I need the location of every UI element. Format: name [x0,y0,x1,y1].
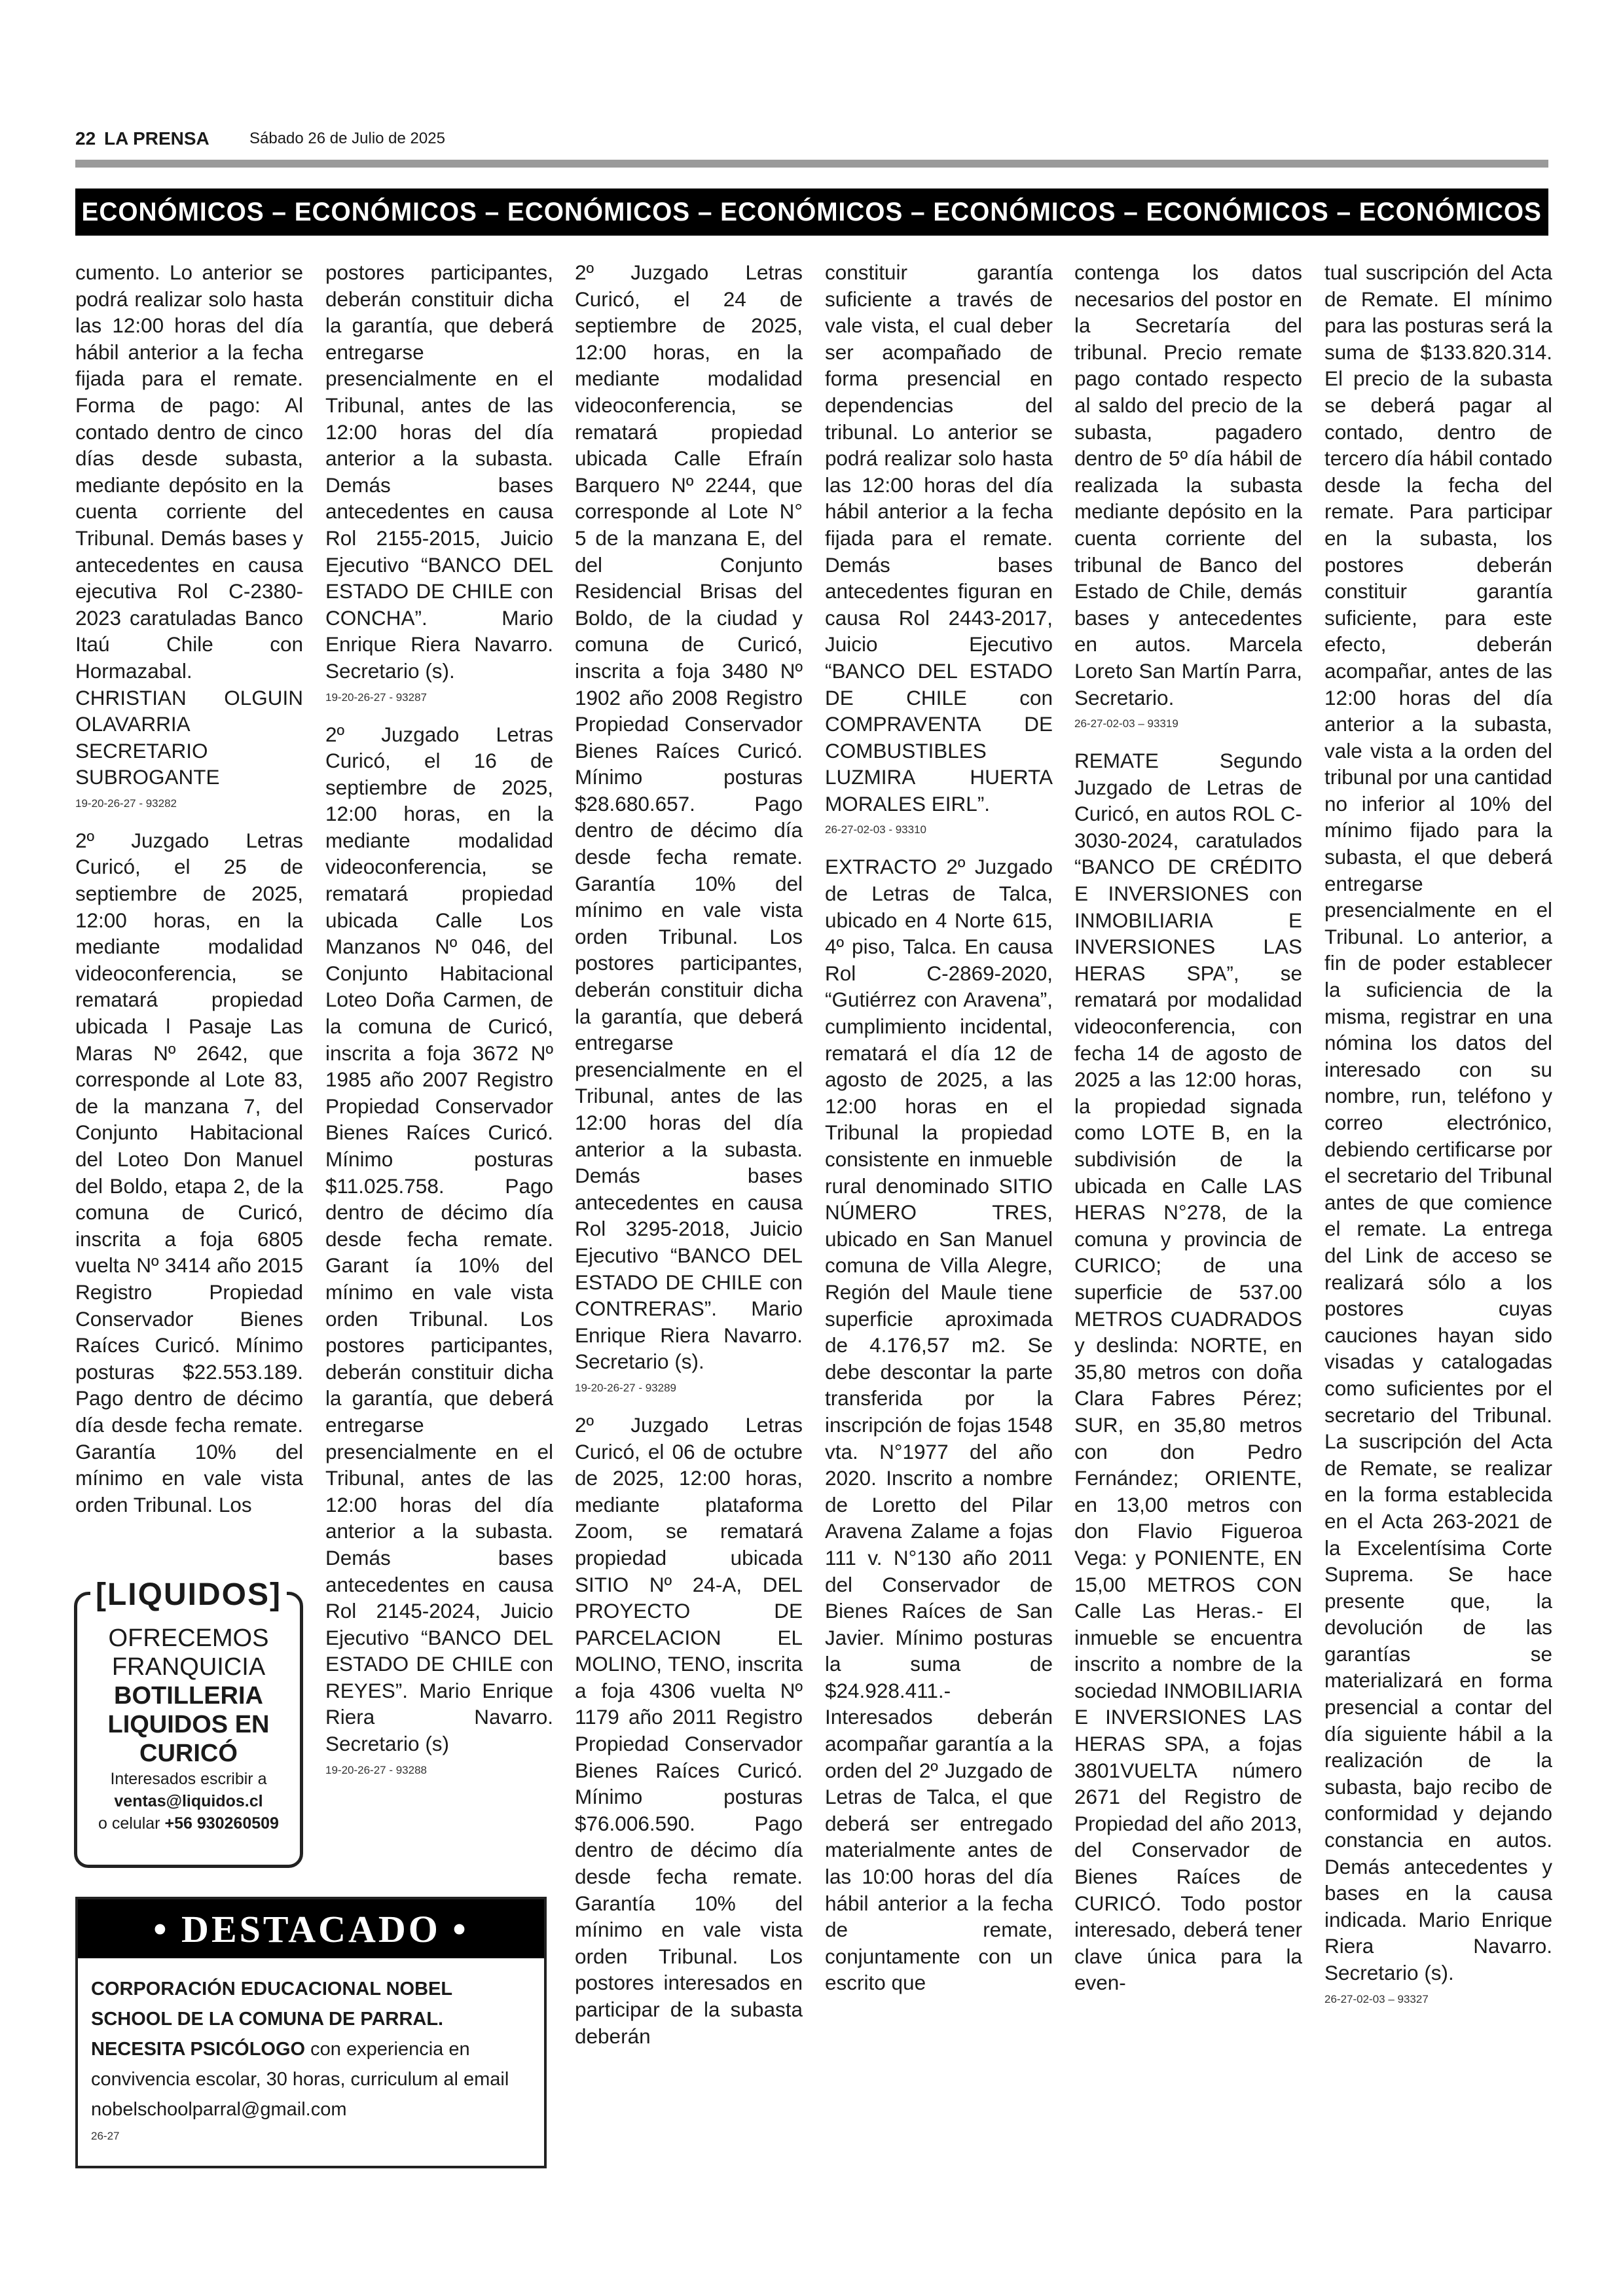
section-banner [75,188,1548,236]
page-number: 22 [75,128,96,149]
section-banner-text: ECONÓMICOS – ECONÓMICOS – ECONÓMICOS – ECONÓMICOS – ECONÓMICOS – ECONÓMICOS – ECONÓMICOS [81,197,1542,226]
ad-line: BOTILLERIA [114,1682,263,1710]
column-3 [575,259,803,2049]
notice-ref: 26-27-02-03 – 93319 [1074,717,1178,730]
notice-text: tual suscripción del Acta de Remate. El mínimo para las posturas será la suma de $133.820.314. El precio de la subasta se deberá pagar al contado, dentro de tercero día hábil contado desde la fecha del remate. Para participar en la subasta, los postores deberán constituir garantía suficiente, para este efecto, deberán acompañar, antes de las 12:00 horas del día anterior a la subasta, vale vista a la orden del tribunal por una cantidad no inferior al 10% del mínimo fijado para la subasta, el que deberá entregarse presencialmente en el Tribunal. Lo anterior, a fin de poder establecer la suficiencia de la misma, registrar en una nómina los datos del interesado con su nombre, run, teléfono y correo electrónico, debiendo certificarse por el secretario del Tribunal antes de que comience el remate. La entrega del Link de acceso se realizará sólo a los postores cuyas cauciones hayan sido visadas y catalogadas como suficientes por el secretario del Tribunal. La suscripción del Acta de Remate, se realizar en la forma establecida en el Acta 263-2021 de la Excelentísima Corte Suprema. Se hace presente que, la devolución de las garantías se materializará en forma presencial a contar del día siguiente hábil a la realización de la subasta, bajo recibo de conformidad y dejando constancia en autos. Demás antecedentes y bases en la causa indicada. Mario Enrique Riera Navarro. Secretario (s). [1324,260,1552,1984]
notice-ref: 26-27-02-03 - 93310 [825,823,927,836]
page-date: Sábado 26 de Julio de 2025 [249,130,445,147]
destacado-body-text: con experiencia en convivencia escolar, 30 horas, curriculum al email nobelschoolparral@gmail.com [91,2039,509,2120]
notice-text: 2º Juzgado Letras Curicó, el 06 de octubre de 2025, 12:00 horas, mediante plataforma Zoom, se rematará propiedad ubicada SITIO Nº 24-A, DEL PROYECTO DE PARCELACION EL MOLINO, TENO, inscrita a foja 4306 vuelta Nº 1179 año 2011 Registro Propiedad Conservador Bienes Raíces Curicó. Mínimo posturas $76.006.590. Pago dentro de décimo día desde fecha remate. Garantía 10% del mínimo en vale vista orden Tribunal. Los postores interesados en participar de la subasta deberán [575,1412,803,2048]
notice-ref: 19-20-26-27 - 93282 [75,797,177,810]
notice-text: 2º Juzgado Letras Curicó, el 16 de septiembre de 2025, 12:00 horas, en la mediante modalidad videoconferencia, se rematará propiedad ubicada Calle Los Manzanos Nº 046, del Conjunto Habitacional Loteo Doña Carmen, de la comuna de Curicó, inscrita a foja 3672 Nº 1985 año 2007 Registro Propiedad Conservador Bienes Raíces Curicó. Mínimo posturas $11.025.758. Pago dentro de décimo día desde fecha remate. Garant ía 10% del mínimo en vale vista orden Tribunal. Los postores participantes, deberán constituir dicha la garantía, que deberá entregarse presencialmente en el Tribunal, antes de las 12:00 horas del día anterior a la subasta. Demás bases antecedentes en causa Rol 2145-2024, Juicio Ejecutivo “BANCO DEL ESTADO DE CHILE con REYES”. Mario Enrique Riera Navarro. Secretario (s) [325,722,553,1756]
notice-text: EXTRACTO 2º Juzgado de Letras de Talca, ubicado en 4 Norte 615, 4º piso, Talca. En causa Rol C-2869-2020, “Gutiérrez con Aravena”, cumplimiento incidental, rematará el día 12 de agosto de 2025, a las 12:00 horas en el Tribunal la propiedad consistente en inmueble rural denominado SITIO NÚMERO TRES, ubicado en San Manuel comuna de Villa Alegre, Región del Maule tiene superficie aproximada de 4.176,57 m2. Se debe descontar la parte transferida por la inscripción de fojas 1548 vta. N°1977 del año 2020. Inscrito a nombre de Loretto del Pilar Aravena Zalame a fojas 111 v. N°130 año 2011 del Conservador de Bienes Raíces de San Javier. Mínimo posturas la suma de $24.928.411.- Interesados deberán acompañar garantía a la orden del 2º Juzgado de Letras de Talca, el que deberá ser entregado materialmente antes de las 10:00 horas del día hábil anterior a la fecha de remate, conjuntamente con un escrito que [825,855,1053,1995]
column-5 [1074,259,1302,1996]
ad-line: Interesados escribir a [110,1770,267,1788]
header-rule [75,160,1548,168]
ad-line: LIQUIDOS EN [107,1711,270,1738]
notice-text: constituir garantía suficiente a través de vale vista, el cual deber ser acompañado de forma presencial en dependencias del tribunal. Lo anterior se podrá realizar solo hasta las 12:00 horas del día hábil anterior a la fecha fijada para el remate. Demás bases antecedentes figuran en causa Rol 2443-2017, Juicio Ejecutivo “BANCO DEL ESTADO DE CHILE con COMPRAVENTA DE COMBUSTIBLES LUZMIRA HUERTA MORALES EIRL”. [825,260,1053,816]
notice-text: REMATE Segundo Juzgado de Letras de Curicó, en autos ROL C-3030-2024, caratulados “BANCO DE CRÉDITO E INVERSIONES con INMOBILIARIA E INVERSIONES LAS HERAS SPA”, se rematará por modalidad videoconferencia, con fecha 14 de agosto de 2025 a las 12:00 horas, la propiedad signada como LOTE B, en la subdivisión de la ubicada en Calle LAS HERAS N°278, de la comuna y provincia de CURICO; de una superficie de 537.00 METROS CUADRADOS y deslinda: NORTE, en 35,80 metros con doña Clara Fabres Pérez; SUR, en 35,80 metros con don Pedro Fernández; ORIENTE, en 13,00 metros con don Flavio Figueroa Vega: y PONIENTE, EN 15,00 METROS CON Calle Las Heras.- El inmueble se encuentra inscrito a nombre de la sociedad INMOBILIARIA E INVERSIONES LAS HERAS SPA, a fojas 3801VUELTA número 2671 del Registro de Propiedad del año 2013, del Conservador de Bienes Raíces de CURICÓ. Todo postor interesado, deberá tener clave única para la even- [1074,749,1302,1995]
column-1 [75,259,303,1518]
liquidos-ad [74,1577,303,1868]
destacado-ad [75,1897,547,2168]
ad-email: ventas@liquidos.cl [114,1792,263,1810]
notice-text: contenga los datos necesarios del postor en la Secretaría del tribunal. Precio remate pago contado respecto al saldo del precio de la subasta, pagadero dentro de 5º día hábil de realizada la subasta mediante depósito en la cuenta corriente del tribunal de Banco del Estado de Chile, demás bases y antecedentes en autos. Marcela Loreto San Martín Parra, Secretario. [1074,260,1302,709]
column-6 [1324,259,1552,2007]
column-2 [325,259,553,1778]
destacado-bold-text: CORPORACIÓN EDUCACIONAL NOBEL SCHOOL DE LA COMUNA DE PARRAL. NECESITA PSICÓLOGO [91,1979,452,2060]
destacado-text [91,1974,534,2125]
notice-text: 2º Juzgado Letras Curicó, el 25 de septiembre de 2025, 12:00 horas, en la mediante modalidad videoconferencia, se rematará propiedad ubicada l Pasaje Las Maras Nº 2642, que corresponde al Lote 83, de la manzana 7, del Conjunto Habitacional del Loteo Don Manuel del Boldo, etapa 2, de la comuna de Curicó, inscrita a foja 6805 vuelta Nº 3414 año 2015 Registro Propiedad Conservador Bienes Raíces Curicó. Mínimo posturas $22.553.189. Pago dentro de décimo día desde fecha remate. Garantía 10% del mínimo en vale vista orden Tribunal. Los [75,828,303,1516]
notice-ref: 19-20-26-27 - 93288 [325,1763,428,1776]
ad-line: CURICÓ [139,1740,238,1767]
notice-ref: 19-20-26-27 - 93287 [325,691,428,704]
notice-text: postores participantes, deberán constituir dicha la garantía, que deberá entregarse presencialmente en el Tribunal, antes de las 12:00 horas del día anterior a la subasta. Demás bases antecedentes en causa Rol 2155-2015, Juicio Ejecutivo “BANCO DEL ESTADO DE CHILE con CONCHA”. Mario Enrique Riera Navarro. Secretario (s). [325,260,553,683]
liquidos-logo: [LIQUIDOS] [90,1577,287,1613]
destacado-banner: • DESTACADO • [78,1899,544,1958]
ad-phone-prefix: o celular [98,1814,160,1833]
ad-line: FRANQUICIA [111,1653,266,1681]
notice-ref: 26-27-02-03 – 93327 [1324,1992,1429,2005]
newspaper-name: LA PRENSA [104,128,210,149]
destacado-ref: 26-27 [91,2130,120,2142]
ad-phone-line [77,1812,300,1835]
notice-ref: 19-20-26-27 - 93289 [575,1381,677,1394]
column-4 [825,259,1053,1996]
page-header [75,128,1548,154]
ad-line: OFRECEMOS [108,1624,269,1652]
notice-text: cumento. Lo anterior se podrá realizar solo hasta las 12:00 horas del día hábil anterior a la fecha fijada para el remate. Forma de pago: Al contado dentro de cinco días desde subasta, mediante depósito en la cuenta corriente del Tribunal. Demás bases y antecedentes en causa ejecutiva Rol C-2380-2023 caratuladas Banco Itaú Chile con Hormazabal. CHRISTIAN OLGUIN OLAVARRIA SECRETARIO SUBROGANTE [75,260,303,789]
ad-phone: +56 930260509 [164,1814,279,1833]
notice-text: 2º Juzgado Letras Curicó, el 24 de septiembre de 2025, 12:00 horas, en la mediante modalidad videoconferencia, se rematará propiedad ubicada Calle Efraín Barquero Nº 2244, que corresponde al Lote N° 5 de la manzana E, del del Conjunto Residencial Brisas del Boldo, de la ciudad y comuna de Curicó, inscrita a foja 3480 Nº 1902 año 2008 Registro Propiedad Conservador Bienes Raíces Curicó. Mínimo posturas $28.680.657. Pago dentro de décimo día desde fecha remate. Garantía 10% del mínimo en vale vista orden Tribunal. Los postores participantes, deberán constituir dicha la garantía, que deberá entregarse presencialmente en el Tribunal, antes de las 12:00 horas del día anterior a la subasta. Demás bases antecedentes en causa Rol 3295-2018, Juicio Ejecutivo “BANCO DEL ESTADO DE CHILE con CONTRERAS”. Mario Enrique Riera Navarro. Secretario (s). [575,260,803,1374]
